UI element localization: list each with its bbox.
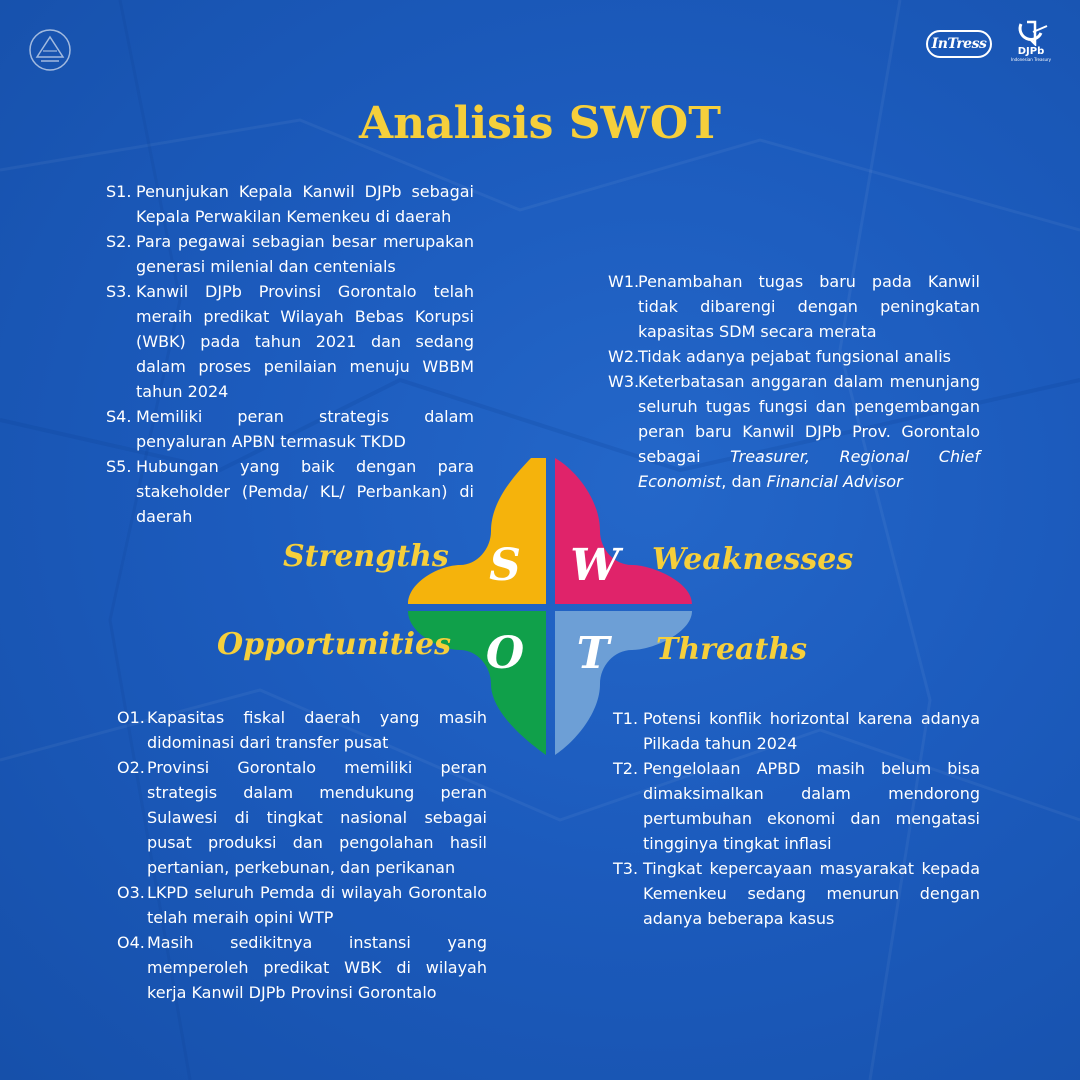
strength-item-code: S3. bbox=[106, 282, 132, 301]
threat-item-code: T2. bbox=[613, 759, 639, 778]
intress-logo: InTress bbox=[926, 30, 992, 58]
strength-item-code: S2. bbox=[106, 232, 132, 251]
opportunity-item-code: O2. bbox=[117, 758, 145, 777]
weakness-item-text: Penambahan tugas baru pada Kanwil tidak dibarengi dengan peningkatan kapasitas SDM secara merata bbox=[638, 272, 980, 341]
strength-item-code: S1. bbox=[106, 182, 132, 201]
djpb-logo-text: DJPb bbox=[1017, 46, 1045, 57]
weaknesses-label: Weaknesses bbox=[652, 542, 854, 577]
threat-item-text: Potensi konflik horizontal karena adanya Pilkada tahun 2024 bbox=[643, 709, 980, 753]
strengths-quadrant bbox=[408, 458, 546, 604]
threat-item-code: T3. bbox=[613, 859, 639, 878]
strength-item-code: S5. bbox=[106, 457, 132, 476]
strength-item-code: S4. bbox=[106, 407, 132, 426]
opportunity-item-code: O1. bbox=[117, 708, 145, 727]
strength-item-text: Para pegawai sebagian besar merupakan generasi milenial dan centenials bbox=[136, 232, 474, 276]
strength-item-text: Memiliki peran strategis dalam penyaluran APBN termasuk TKDD bbox=[136, 407, 474, 451]
opportunity-item-text: Provinsi Gorontalo memiliki peran strategis dalam mendukung peran Sulawesi di tingkat nasional sebagai pusat produksi dan pengolahan hasil pertanian, perkebunan, dan perikanan bbox=[147, 758, 487, 877]
weakness-item-text: Keterbatasan anggaran dalam menunjang seluruh tugas fungsi dan pengembangan peran baru Kanwil DJPb Prov. Gorontalo sebagai Treasurer, Regional Chief Economist, dan Financial Advisor bbox=[638, 372, 981, 491]
weakness-item-text: Tidak adanya pejabat fungsional analis bbox=[638, 347, 951, 366]
letter-t: T bbox=[576, 628, 610, 679]
opportunities-label: Opportunities bbox=[217, 627, 452, 662]
opportunity-item-code: O4. bbox=[117, 933, 145, 952]
threat-item-text: Pengelolaan APBD masih belum bisa dimaksimalkan dalam mendorong pertumbuhan ekonomi dan mengatasi tingginya tingkat inflasi bbox=[643, 759, 980, 853]
strength-item-text: Kanwil DJPb Provinsi Gorontalo telah meraih predikat Wilayah Bebas Korupsi (WBK) pada tahun 2021 dan sedang dalam proses penilaian menuju WBBM tahun 2024 bbox=[136, 282, 474, 401]
weakness-item-code: W2. bbox=[608, 347, 640, 366]
strength-item-text: Penunjukan Kepala Kanwil DJPb sebagai Kepala Perwakilan Kemenkeu di daerah bbox=[136, 182, 474, 226]
letter-o: O bbox=[485, 628, 525, 679]
letter-w: W bbox=[570, 540, 620, 591]
opportunity-item-text: Kapasitas fiskal daerah yang masih didominasi dari transfer pusat bbox=[147, 708, 487, 752]
opportunity-item-text: LKPD seluruh Pemda di wilayah Gorontalo telah meraih opini WTP bbox=[147, 883, 487, 927]
opportunity-item-code: O3. bbox=[117, 883, 145, 902]
weakness-item-code: W3. bbox=[608, 372, 640, 391]
threats-label: Threaths bbox=[656, 632, 808, 667]
threat-item-code: T1. bbox=[613, 709, 639, 728]
letter-s: S bbox=[489, 540, 521, 591]
threat-item-text: Tingkat kepercayaan masyarakat kepada Kemenkeu sedang menurun dengan adanya beberapa kasus bbox=[643, 859, 980, 928]
weakness-item-code: W1. bbox=[608, 272, 640, 291]
strengths-label: Strengths bbox=[283, 539, 449, 574]
djpb-logo-subtext: Indonesian Treasury bbox=[1010, 57, 1052, 62]
opportunity-item-text: Masih sedikitnya instansi yang memperoleh predikat WBK di wilayah kerja Kanwil DJPb Provinsi Gorontalo bbox=[147, 933, 487, 1002]
page-title: Analisis SWOT bbox=[359, 98, 721, 149]
strength-item-text: Hubungan yang baik dengan para stakeholder (Pemda/ KL/ Perbankan) di daerah bbox=[136, 457, 474, 526]
